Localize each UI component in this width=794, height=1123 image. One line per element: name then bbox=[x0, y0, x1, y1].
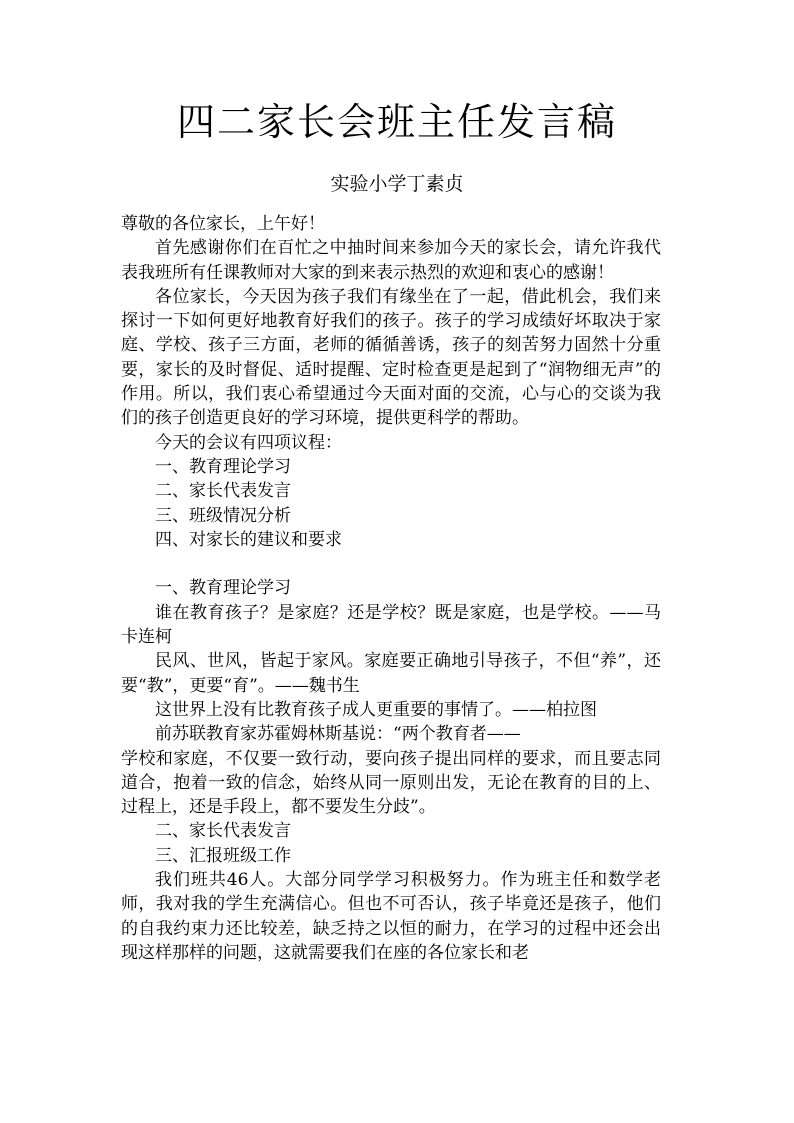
quote-makarenko: 谁在教育孩子？是家庭？还是学校？既是家庭，也是学校。——马卡连柯 bbox=[121, 602, 661, 648]
document-body bbox=[121, 212, 661, 965]
purpose-paragraph: 各位家长，今天因为孩子我们有缘坐在了一起，借此机会，我们来探讨一下如何更好地教育好我们的孩子。孩子的学习成绩好坏取决于家庭、学校、孩子三方面，老师的循循善诱，孩子的刻苦努力固然十分重要，家长的及时督促、适时提醒、定时检查更是起到了“润物细无声”的作用。所以，我们衷心希望通过今天面对面的交流，心与心的交谈为我们的孩子创造更良好的学习环境，提供更科学的帮助。 bbox=[121, 286, 661, 429]
thanks-paragraph: 首先感谢你们在百忙之中抽时间来参加今天的家长会，请允许我代表我班所有任课教师对大家的到来表示热烈的欢迎和衷心的感谢！ bbox=[121, 238, 661, 283]
document-title: 四二家长会班主任发言稿 bbox=[176, 100, 617, 144]
section-heading-2: 二、家长代表发言 bbox=[155, 821, 291, 842]
section-heading-1: 一、教育理论学习 bbox=[155, 578, 291, 599]
agenda-item-3: 三、班级情况分析 bbox=[155, 505, 291, 526]
blank-line bbox=[121, 552, 661, 576]
quote-wei-shusheng: 民风、世风，皆起于家风。家庭要正确地引导孩子，不但“养”，还要“教”，更要“育”。——魏书生 bbox=[121, 651, 661, 696]
author-line: 实验小学丁素贞 bbox=[330, 173, 464, 195]
agenda-item-2: 二、家长代表发言 bbox=[155, 481, 291, 502]
agenda-item-4: 四、对家长的建议和要求 bbox=[155, 529, 342, 550]
class-report-paragraph: 我们班共46人。大部分同学学习积极努力。作为班主任和数学老师，我对我的学生充满信心。但也不可否认，孩子毕竟还是孩子，他们的自我约束力还比较差，缺乏持之以恒的耐力，在学习的过程中还会出现这样那样的问题，这就需要我们在座的各位家长和老 bbox=[121, 870, 661, 963]
agenda-item-1: 一、教育理论学习 bbox=[155, 456, 291, 477]
quote-sukhomlinsky-intro: 前苏联教育家苏霍姆林斯基说：“两个教育者—— bbox=[155, 724, 521, 745]
quote-sukhomlinsky-body: 学校和家庭，不仅要一致行动，要向孩子提出同样的要求，而且要志同道合，抱着一致的信念，始终从同一原则出发，无论在教育的目的上、过程上，还是手段上，都不要发生分歧”。 bbox=[121, 748, 661, 818]
greeting-paragraph: 尊敬的各位家长，上午好！ bbox=[121, 214, 325, 234]
quote-plato: 这世界上没有比教育孩子成人更重要的事情了。——柏拉图 bbox=[155, 699, 597, 720]
agenda-intro: 今天的会议有四项议程： bbox=[155, 432, 342, 453]
section-heading-3: 三、汇报班级工作 bbox=[155, 845, 291, 866]
